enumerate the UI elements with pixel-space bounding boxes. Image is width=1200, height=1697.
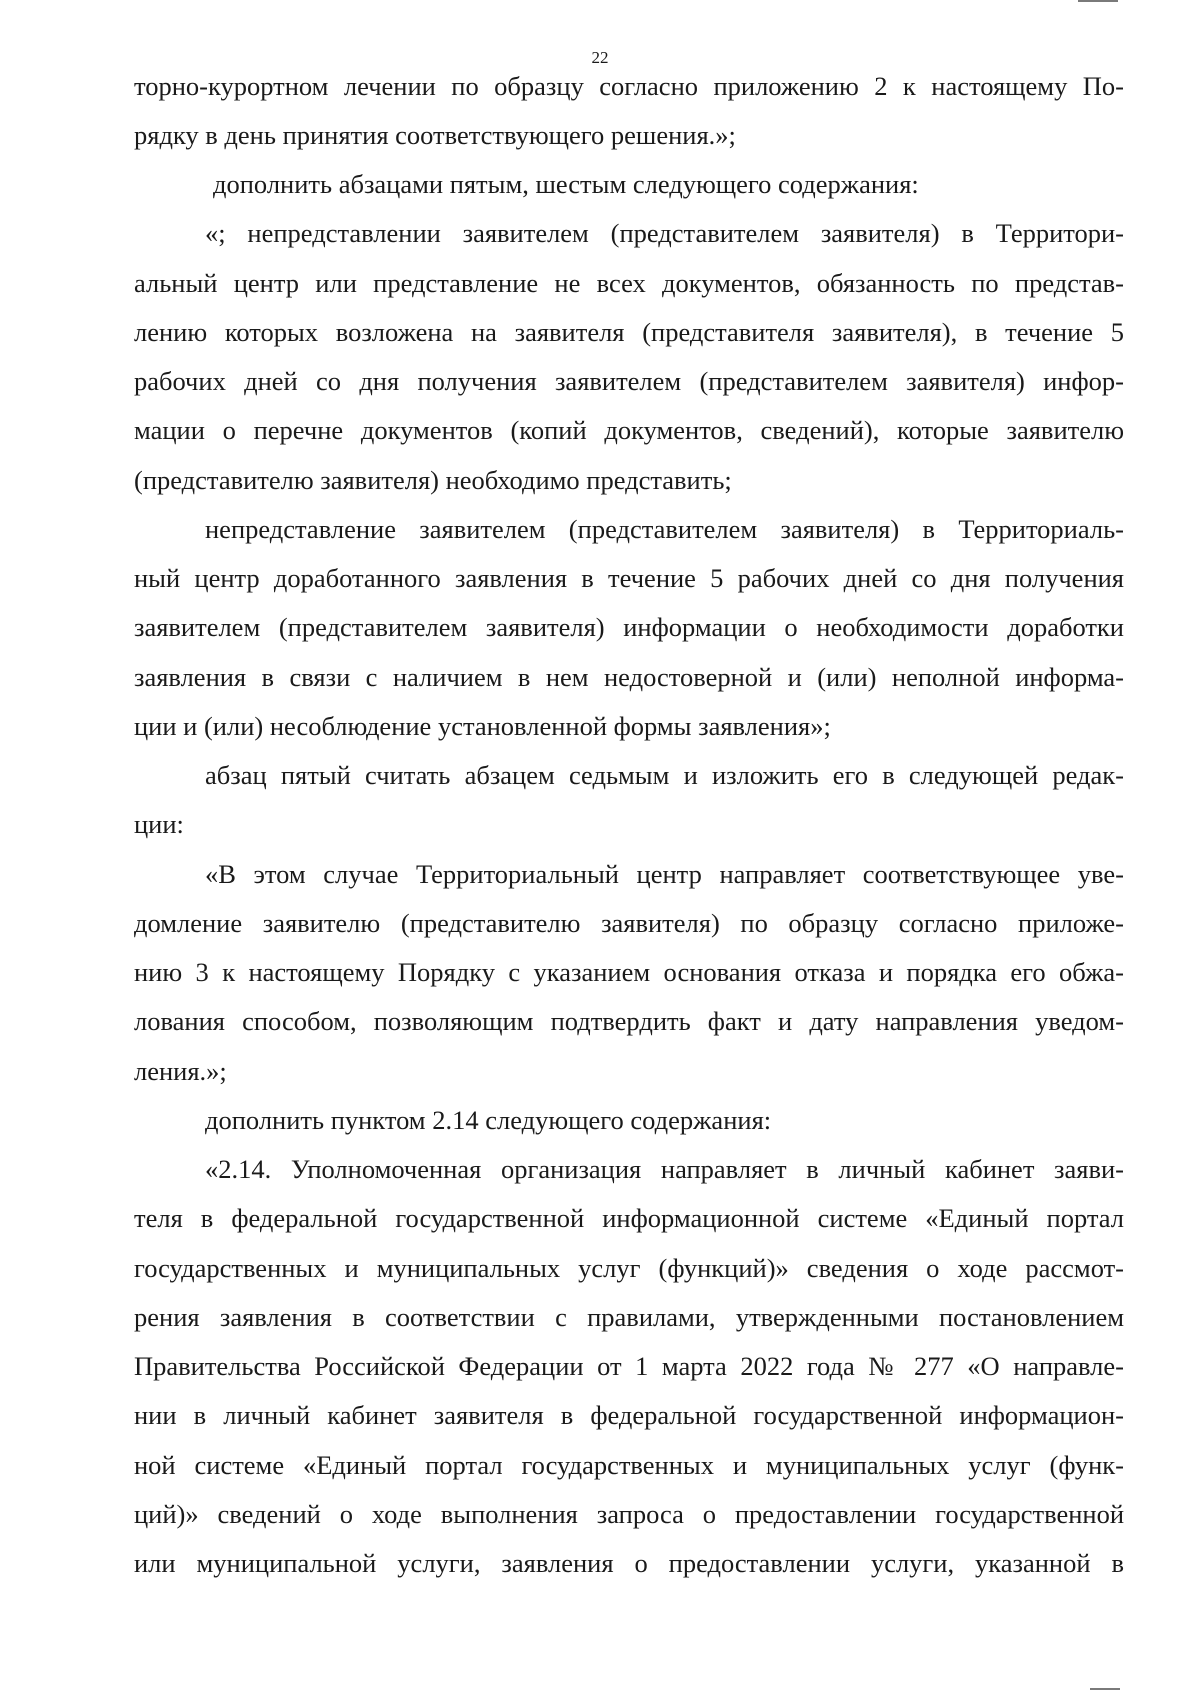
- text-line: рения заявления в соответствии с правилами, утвержденными постановлением: [134, 1302, 1124, 1332]
- page-number: 22: [591, 48, 609, 67]
- text-line: «В этом случае Территориальный центр направляет соответствующее уве-: [205, 859, 1124, 889]
- text-line: государственных и муниципальных услуг (функций)» сведения о ходе рассмот-: [134, 1253, 1124, 1283]
- text-line: ный центр доработанного заявления в течение 5 рабочих дней со дня получения: [134, 563, 1124, 593]
- text-line: ции:: [134, 809, 184, 839]
- text-line: рабочих дней со дня получения заявителем (представителем заявителя) инфор-: [134, 366, 1124, 396]
- text-line: нии в личный кабинет заявителя в федеральной государственной информацион-: [134, 1400, 1124, 1430]
- text-line: «; непредставлении заявителем (представителем заявителя) в Территори-: [205, 218, 1124, 248]
- text-line: дополнить абзацами пятым, шестым следующего содержания:: [213, 169, 919, 199]
- text-line: рядку в день принятия соответствующего решения.»;: [134, 120, 736, 150]
- text-line: лению которых возложена на заявителя (представителя заявителя), в течение 5: [134, 317, 1124, 347]
- text-line: мации о перечне документов (копий документов, сведений), которые заявителю: [134, 415, 1124, 445]
- text-line: теля в федеральной государственной информационной системе «Единый портал: [134, 1203, 1124, 1233]
- text-line: домление заявителю (представителю заявителя) по образцу согласно приложе-: [134, 908, 1124, 938]
- text-line: ций)» сведений о ходе выполнения запроса о предоставлении государственной: [134, 1499, 1124, 1529]
- text-line: ной системе «Единый портал государственных и муниципальных услуг (функ-: [134, 1450, 1124, 1480]
- text-line: лования способом, позволяющим подтвердить факт и дату направления уведом-: [134, 1006, 1124, 1036]
- scan-artifact-top: [1078, 0, 1118, 2]
- text-line: заявителем (представителем заявителя) информации о необходимости доработки: [134, 612, 1124, 642]
- text-line: ции и (или) несоблюдение установленной формы заявления»;: [134, 711, 831, 741]
- text-line: Правительства Российской Федерации от 1 марта 2022 года № 277 «О направле-: [134, 1351, 1124, 1381]
- text-line: «2.14. Уполномоченная организация направляет в личный кабинет заяви-: [205, 1154, 1124, 1184]
- text-line: альный центр или представление не всех документов, обязанность по представ-: [134, 268, 1124, 298]
- text-line: или муниципальной услуги, заявления о предоставлении услуги, указанной в: [134, 1548, 1124, 1578]
- text-line: нию 3 к настоящему Порядку с указанием основания отказа и порядка его обжа-: [134, 957, 1124, 987]
- text-line: абзац пятый считать абзацем седьмым и изложить его в следующей редак-: [205, 760, 1124, 790]
- text-line: заявления в связи с наличием в нем недостоверной и (или) неполной информа-: [134, 662, 1124, 692]
- text-line: дополнить пунктом 2.14 следующего содержания:: [205, 1105, 772, 1135]
- text-line: ления.»;: [134, 1056, 227, 1086]
- text-line: торно-курортном лечении по образцу согласно приложению 2 к настоящему По-: [134, 71, 1124, 101]
- text-line: непредставление заявителем (представителем заявителя) в Территориаль-: [205, 514, 1124, 544]
- text-line: (представителю заявителя) необходимо представить;: [134, 465, 732, 495]
- scan-artifact-bottom: [1090, 1688, 1120, 1690]
